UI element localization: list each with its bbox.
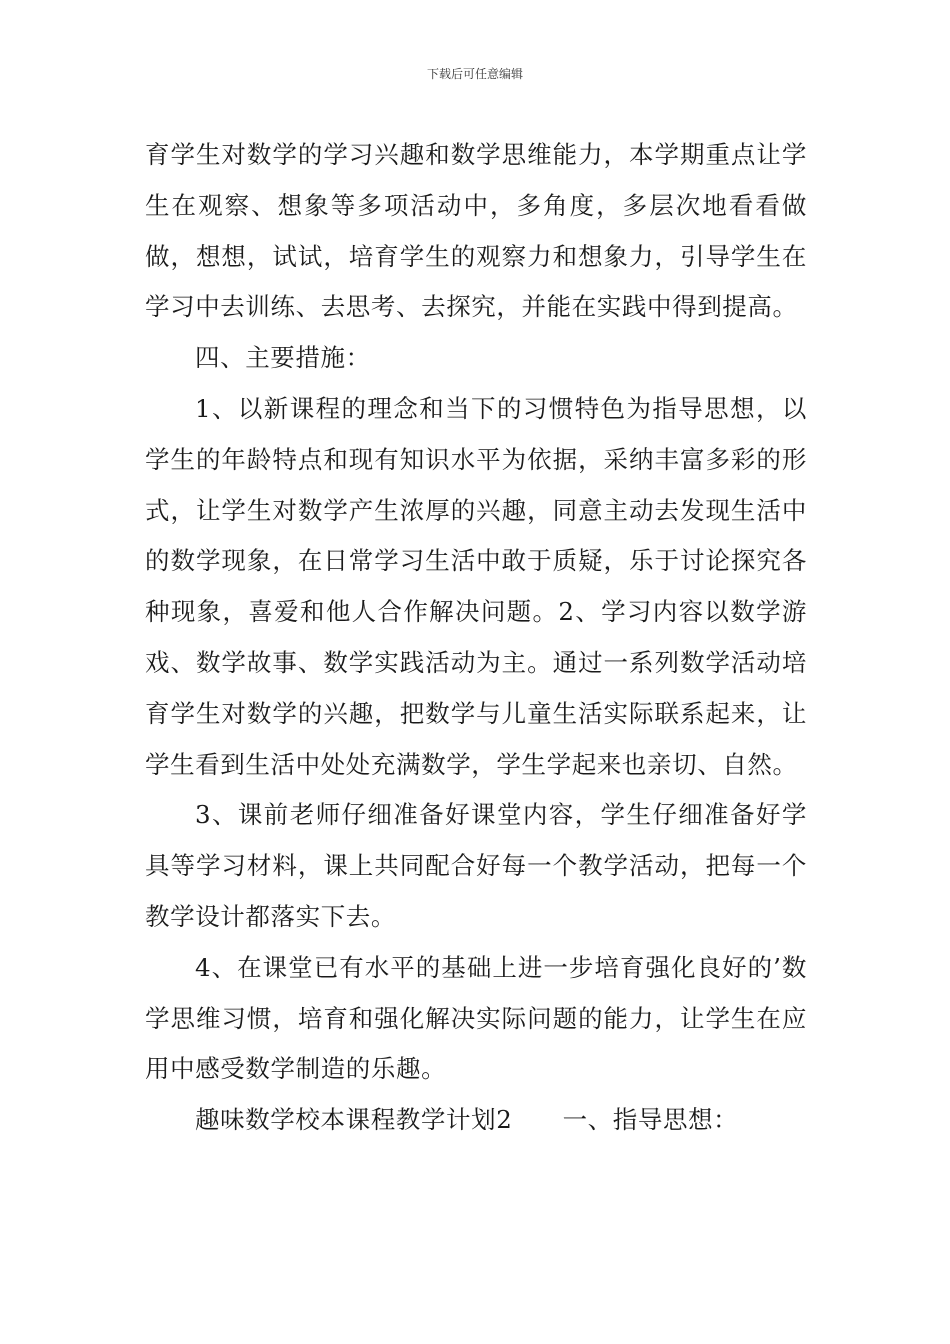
paragraph-measure-4: 4、在课堂已有水平的基础上进一步培育强化良好的’数学思维习惯，培育和强化解决实际问题的能力，让学生在应用中感受数学制造的乐趣。 [145, 952, 807, 1084]
paragraph-measure-1-2: 1、以新课程的理念和当下的习惯特色为指导思想，以学生的年龄特点和现有知识水平为依据，采纳丰富多彩的形式，让学生对数学产生浓厚的兴趣，同意主动去发现生活中的数学现象，在日常学习生活中敢于质疑，乐于讨论探究各种现象，喜爱和他人合作解决问题。2、学习内容以数学游戏、数学故事、数学实践活动为主。通过一系列数学活动培育学生对数学的兴趣，把数学与儿童生活实际联系起来，让学生看到生活中处处充满数学，学生学起来也亲切、自然。 [145, 393, 807, 779]
paragraph-continuation: 育学生对数学的学习兴趣和数学思维能力，本学期重点让学生在观察、想象等多项活动中，多角度，多层次地看看做做，想想，试试，培育学生的观察力和想象力，引导学生在学习中去训练、去思考、去探究，并能在实践中得到提高。 [145, 140, 807, 322]
paragraph-measure-3: 3、课前老师仔细准备好课堂内容，学生仔细准备好学具等学习材料，课上共同配合好每一个教学活动，把每一个教学设计都落实下去。 [145, 800, 807, 931]
page-header-note: 下载后可任意编辑 [426, 67, 523, 81]
section-heading-measures: 四、主要措施： [195, 343, 371, 373]
paragraph-plan-2-title: 趣味数学校本课程教学计划2 一、指导思想： [195, 1105, 739, 1135]
document-body [145, 130, 807, 1146]
